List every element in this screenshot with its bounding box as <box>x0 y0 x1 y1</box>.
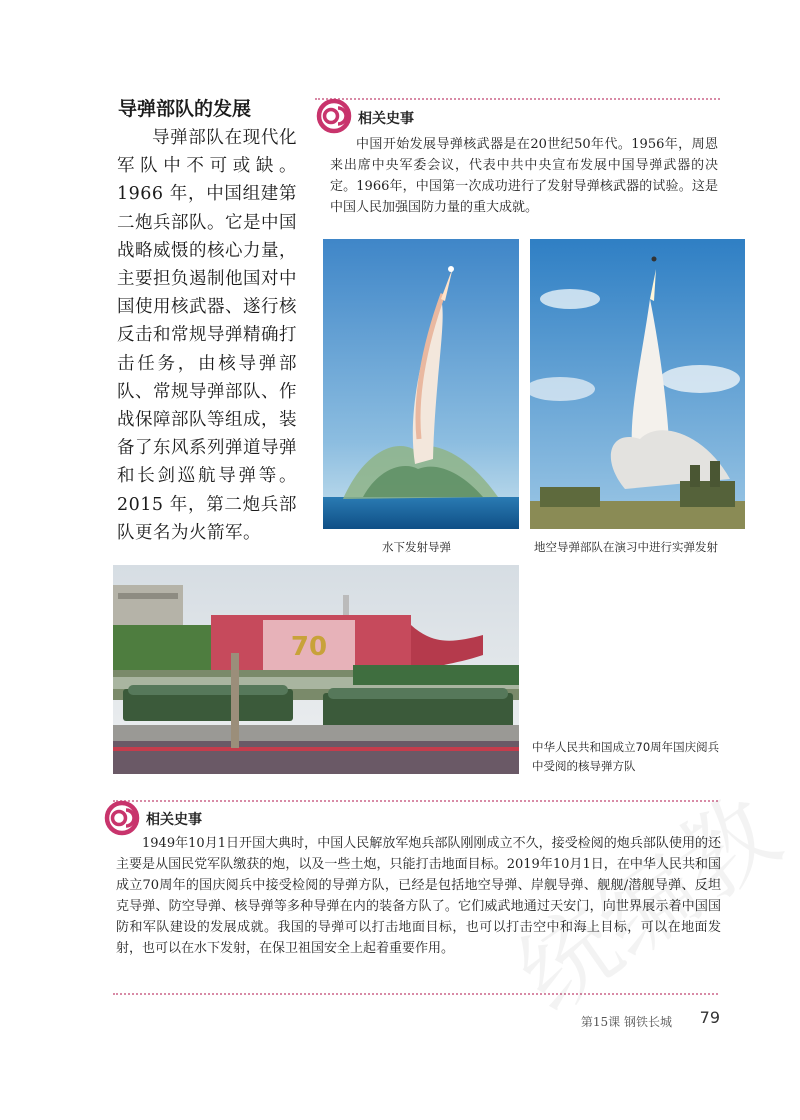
page-number: 79 <box>699 1008 720 1027</box>
underwater-launch-photo <box>323 239 519 529</box>
history-bottom-label: 相关史事 <box>146 812 202 828</box>
section-body: 导弹部队在现代化军队中不可或缺。1966 年，中国组建第二炮兵部队。它是中国战略威慑的核心力量，主要担负遏制他国对中国使用核武器、遂行核反击和常规导弹精确打击任务，由核导弹部队、常规导弹部队、作战保障部队等组成，装备了东风系列弹道导弹和长剑巡航导弹等。2015 年，第二炮兵部队更名为火箭军。 <box>117 128 297 543</box>
parade-photo <box>113 565 519 774</box>
history-bottom-rule-top <box>113 800 718 802</box>
history-top-rule <box>315 98 720 100</box>
history-top-label: 相关史事 <box>358 111 414 127</box>
footer-lesson-title: 第15课 钢铁长城 <box>580 1015 672 1029</box>
history-bottom-text: 1949年10月1日开国大典时，中国人民解放军炮兵部队刚刚成立不久，接受检阅的炮兵部队使用的还主要是从国民党军队缴获的炮，以及一些土炮，只能打击地面目标。2019年10月1日，在中华人民共和国成立70周年的国庆阅兵中接受检阅的导弹方队，已经是包括地空导弹、岸舰导弹、舰舰/潜舰导弹、反坦克导弹、防空导弹、核导弹等多种导弹在内的装备方队了。它们威武地通过天安门，向世界展示着中国国防和军队建设的发展成就。我国的导弹可以打击地面目标，也可以打击空中和海上目标，可以在地面发射，也可以在水下发射，在保卫祖国安全上起着重要作用。 <box>116 836 721 956</box>
ground-launch-photo <box>530 239 745 529</box>
parade-screen-number: 70 <box>290 632 328 662</box>
history-top-header <box>316 98 352 138</box>
history-icon <box>316 98 352 134</box>
section-title: 导弹部队的发展 <box>118 98 252 120</box>
underwater-launch-caption: 水下发射导弹 <box>382 540 451 554</box>
parade-caption: 中华人民共和国成立70周年国庆阅兵中受阅的核导弹方队 <box>532 740 720 773</box>
history-icon <box>104 800 140 836</box>
history-top-text: 中国开始发展导弹核武器是在20世纪50年代。1956年，周恩来出席中央军委会议，代表中共中央宣布发展中国导弹武器的决定。1966年，中国第一次成功进行了发射导弹核武器的试验。这是中国人民加强国防力量的重大成就。 <box>330 137 718 215</box>
ground-launch-caption: 地空导弹部队在演习中进行实弹发射 <box>534 540 718 554</box>
